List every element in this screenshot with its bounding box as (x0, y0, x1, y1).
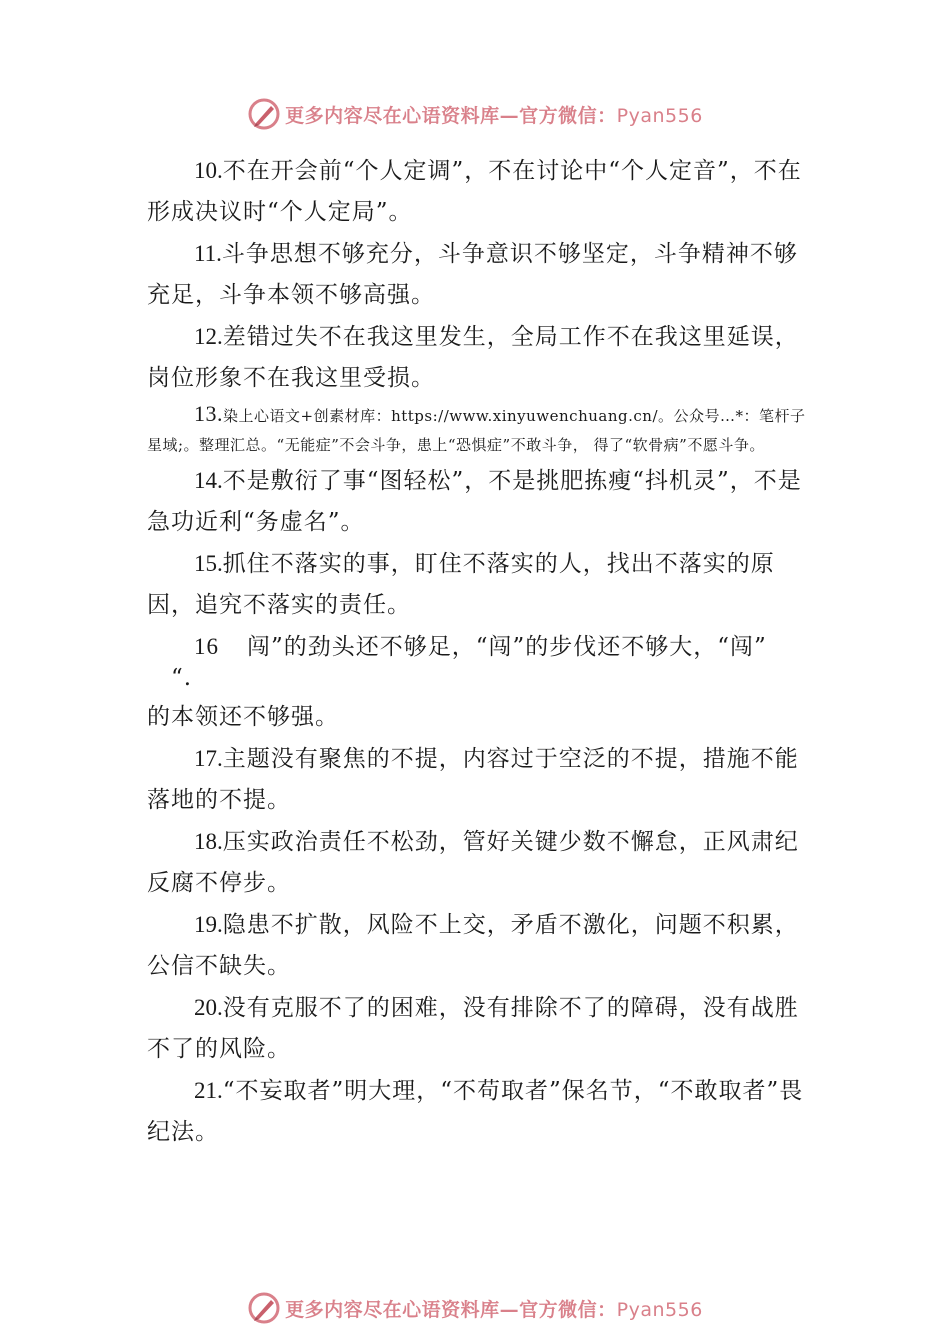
list-item: 18.压实政治责任不松劲，管好关键少数不懈怠，正风肃纪反腐不停步。 (147, 829, 799, 896)
list-item: 12.差错过失不在我这里发生，全局工作不在我这里延误，岗位形象不在我这里受损。 (147, 324, 799, 391)
banner-text: 更多内容尽在心语资料库—官方微信：Pyan556 (285, 1298, 703, 1321)
list-item: 14.不是敷衍了事“图轻松”，不是挑肥拣瘦“抖机灵”，不是急功近利“务虚名”。 (147, 468, 802, 535)
list-item: 11.斗争思想不够充分，斗争意识不够坚定，斗争精神不够充足，斗争本领不够高强。 (147, 241, 798, 308)
list-item-broken: 16 闯”的劲头还不够足，“闯”的步伐还不够大，“闯” “. 的本领还不够强。 (147, 634, 767, 730)
list-item: 10.不在开会前“个人定调”，不在讨论中“个人定音”，不在形成决议时“个人定局”。 (147, 158, 802, 225)
pen-logo-icon (247, 1291, 281, 1325)
pen-logo-icon (247, 97, 281, 131)
list-item-watermarked: 13.染上心语文+创素材库：https://www.xinyuwenchuang.cn/。公众号…*：笔杆子星域;。整理汇总。“无能症”不会斗争，患上“恐惧症”不敢斗争， 得了“软骨病”不愿斗争。 (147, 401, 806, 454)
list-item: 15.抓住不落实的事，盯住不落实的人，找出不落实的原因，追究不落实的责任。 (147, 551, 775, 618)
list-item: 20.没有克服不了的困难，没有排除不了的障碍，没有战胜不了的风险。 (147, 995, 799, 1062)
footer-banner (0, 1288, 950, 1328)
document-body (147, 150, 811, 1153)
banner-text: 更多内容尽在心语资料库—官方微信：Pyan556 (285, 104, 703, 127)
list-item: 17.主题没有聚焦的不提，内容过于空泛的不提，措施不能落地的不提。 (147, 746, 799, 813)
list-item: 21.“不妄取者”明大理，“不苟取者”保名节，“不敢取者”畏纪法。 (147, 1078, 804, 1145)
header-banner (0, 94, 950, 134)
list-item: 19.隐患不扩散，风险不上交，矛盾不激化，问题不积累，公信不缺失。 (147, 912, 799, 979)
